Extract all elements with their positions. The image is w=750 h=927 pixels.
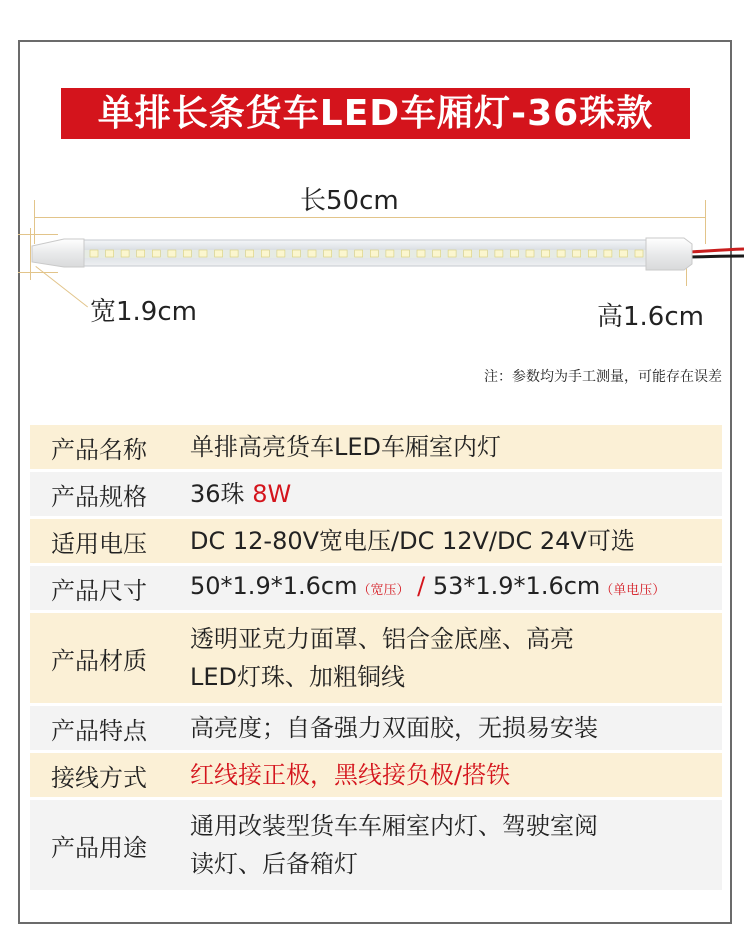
length-label: 长50cm [300,186,399,216]
led-bead [417,250,425,257]
spec-row-name [30,425,722,469]
led-bead [401,250,409,257]
product-title: 单排长条货车LED车厢灯-36珠款 [61,88,690,139]
led-bead [277,250,285,257]
size-label: 产品尺寸 [30,566,168,610]
led-bead [199,250,207,257]
material-line-1: 透明亚克力面罩、铝合金底座、高亮 [190,625,574,653]
spec-row-material [30,613,722,703]
height-label: 高1.6cm [597,302,704,332]
led-bead [339,250,347,257]
material-value-cell [168,613,722,703]
material-label: 产品材质 [30,613,168,703]
size-note-2: （单电压） [600,582,666,598]
feature-label: 产品特点 [30,706,168,750]
spec-row-feature [30,706,722,750]
led-bead [635,250,643,257]
led-bead [542,250,550,257]
led-bead [106,250,114,257]
led-bead [588,250,596,257]
led-bead [464,250,472,257]
material-line-2: LED灯珠、加粗铜线 [190,663,406,691]
size-separator: / [417,571,426,600]
led-bead [448,250,456,257]
spec-row-wiring [30,753,722,797]
voltage-label: 适用电压 [30,519,168,563]
led-bead [215,250,223,257]
led-bead [557,250,565,257]
wiring-label: 接线方式 [30,753,168,797]
spec-row-voltage [30,519,722,563]
width-label: 宽1.9cm [90,297,197,327]
length-dimension-line [34,217,706,218]
led-bead [495,250,503,257]
led-bead [526,250,534,257]
led-bead [261,250,269,257]
led-bead [183,250,191,257]
size-value-2: 53*1.9*1.6cm [432,571,601,600]
led-bead [292,250,300,257]
spec-row-size [30,566,722,610]
led-bead [573,250,581,257]
led-bar-image [24,230,744,280]
spec-label: 产品规格 [30,472,168,516]
led-bead [137,250,145,257]
usage-value-cell [168,800,722,890]
spec-row-spec [30,472,722,516]
usage-line-2: 读灯、后备箱灯 [190,850,358,878]
name-value: 单排高亮货车LED车厢室内灯 [168,425,722,469]
led-bead [355,250,363,257]
spec-power: 8W [252,480,292,508]
led-bead [246,250,254,257]
led-bead [121,250,129,257]
led-bead [152,250,160,257]
led-bead [386,250,394,257]
led-bead [604,250,612,257]
led-bead [619,250,627,257]
led-bead [230,250,238,257]
voltage-value: DC 12-80V宽电压/DC 12V/DC 24V可选 [168,519,722,563]
measurement-note: 注：参数均为手工测量，可能存在误差 [484,369,722,385]
wiring-value: 红线接正极，黑线接负极/搭铁 [168,753,722,797]
led-bead [433,250,441,257]
feature-value: 高亮度；自备强力双面胶，无损易安装 [168,706,722,750]
led-bead [370,250,378,257]
spec-value: 36珠 [190,480,245,508]
led-bead [510,250,518,257]
usage-line-1: 通用改装型货车车厢室内灯、驾驶室阅 [190,812,598,840]
led-bead [168,250,176,257]
size-note-1: （宽压） [357,582,410,598]
size-value-cell [168,566,722,610]
size-value-1: 50*1.9*1.6cm [190,571,358,600]
led-bead [324,250,332,257]
spec-row-usage [30,800,722,890]
led-bead [308,250,316,257]
led-bead [90,250,98,257]
spec-value-cell [168,472,722,516]
name-label: 产品名称 [30,425,168,469]
spec-table [30,422,722,893]
usage-label: 产品用途 [30,800,168,890]
led-bead [479,250,487,257]
